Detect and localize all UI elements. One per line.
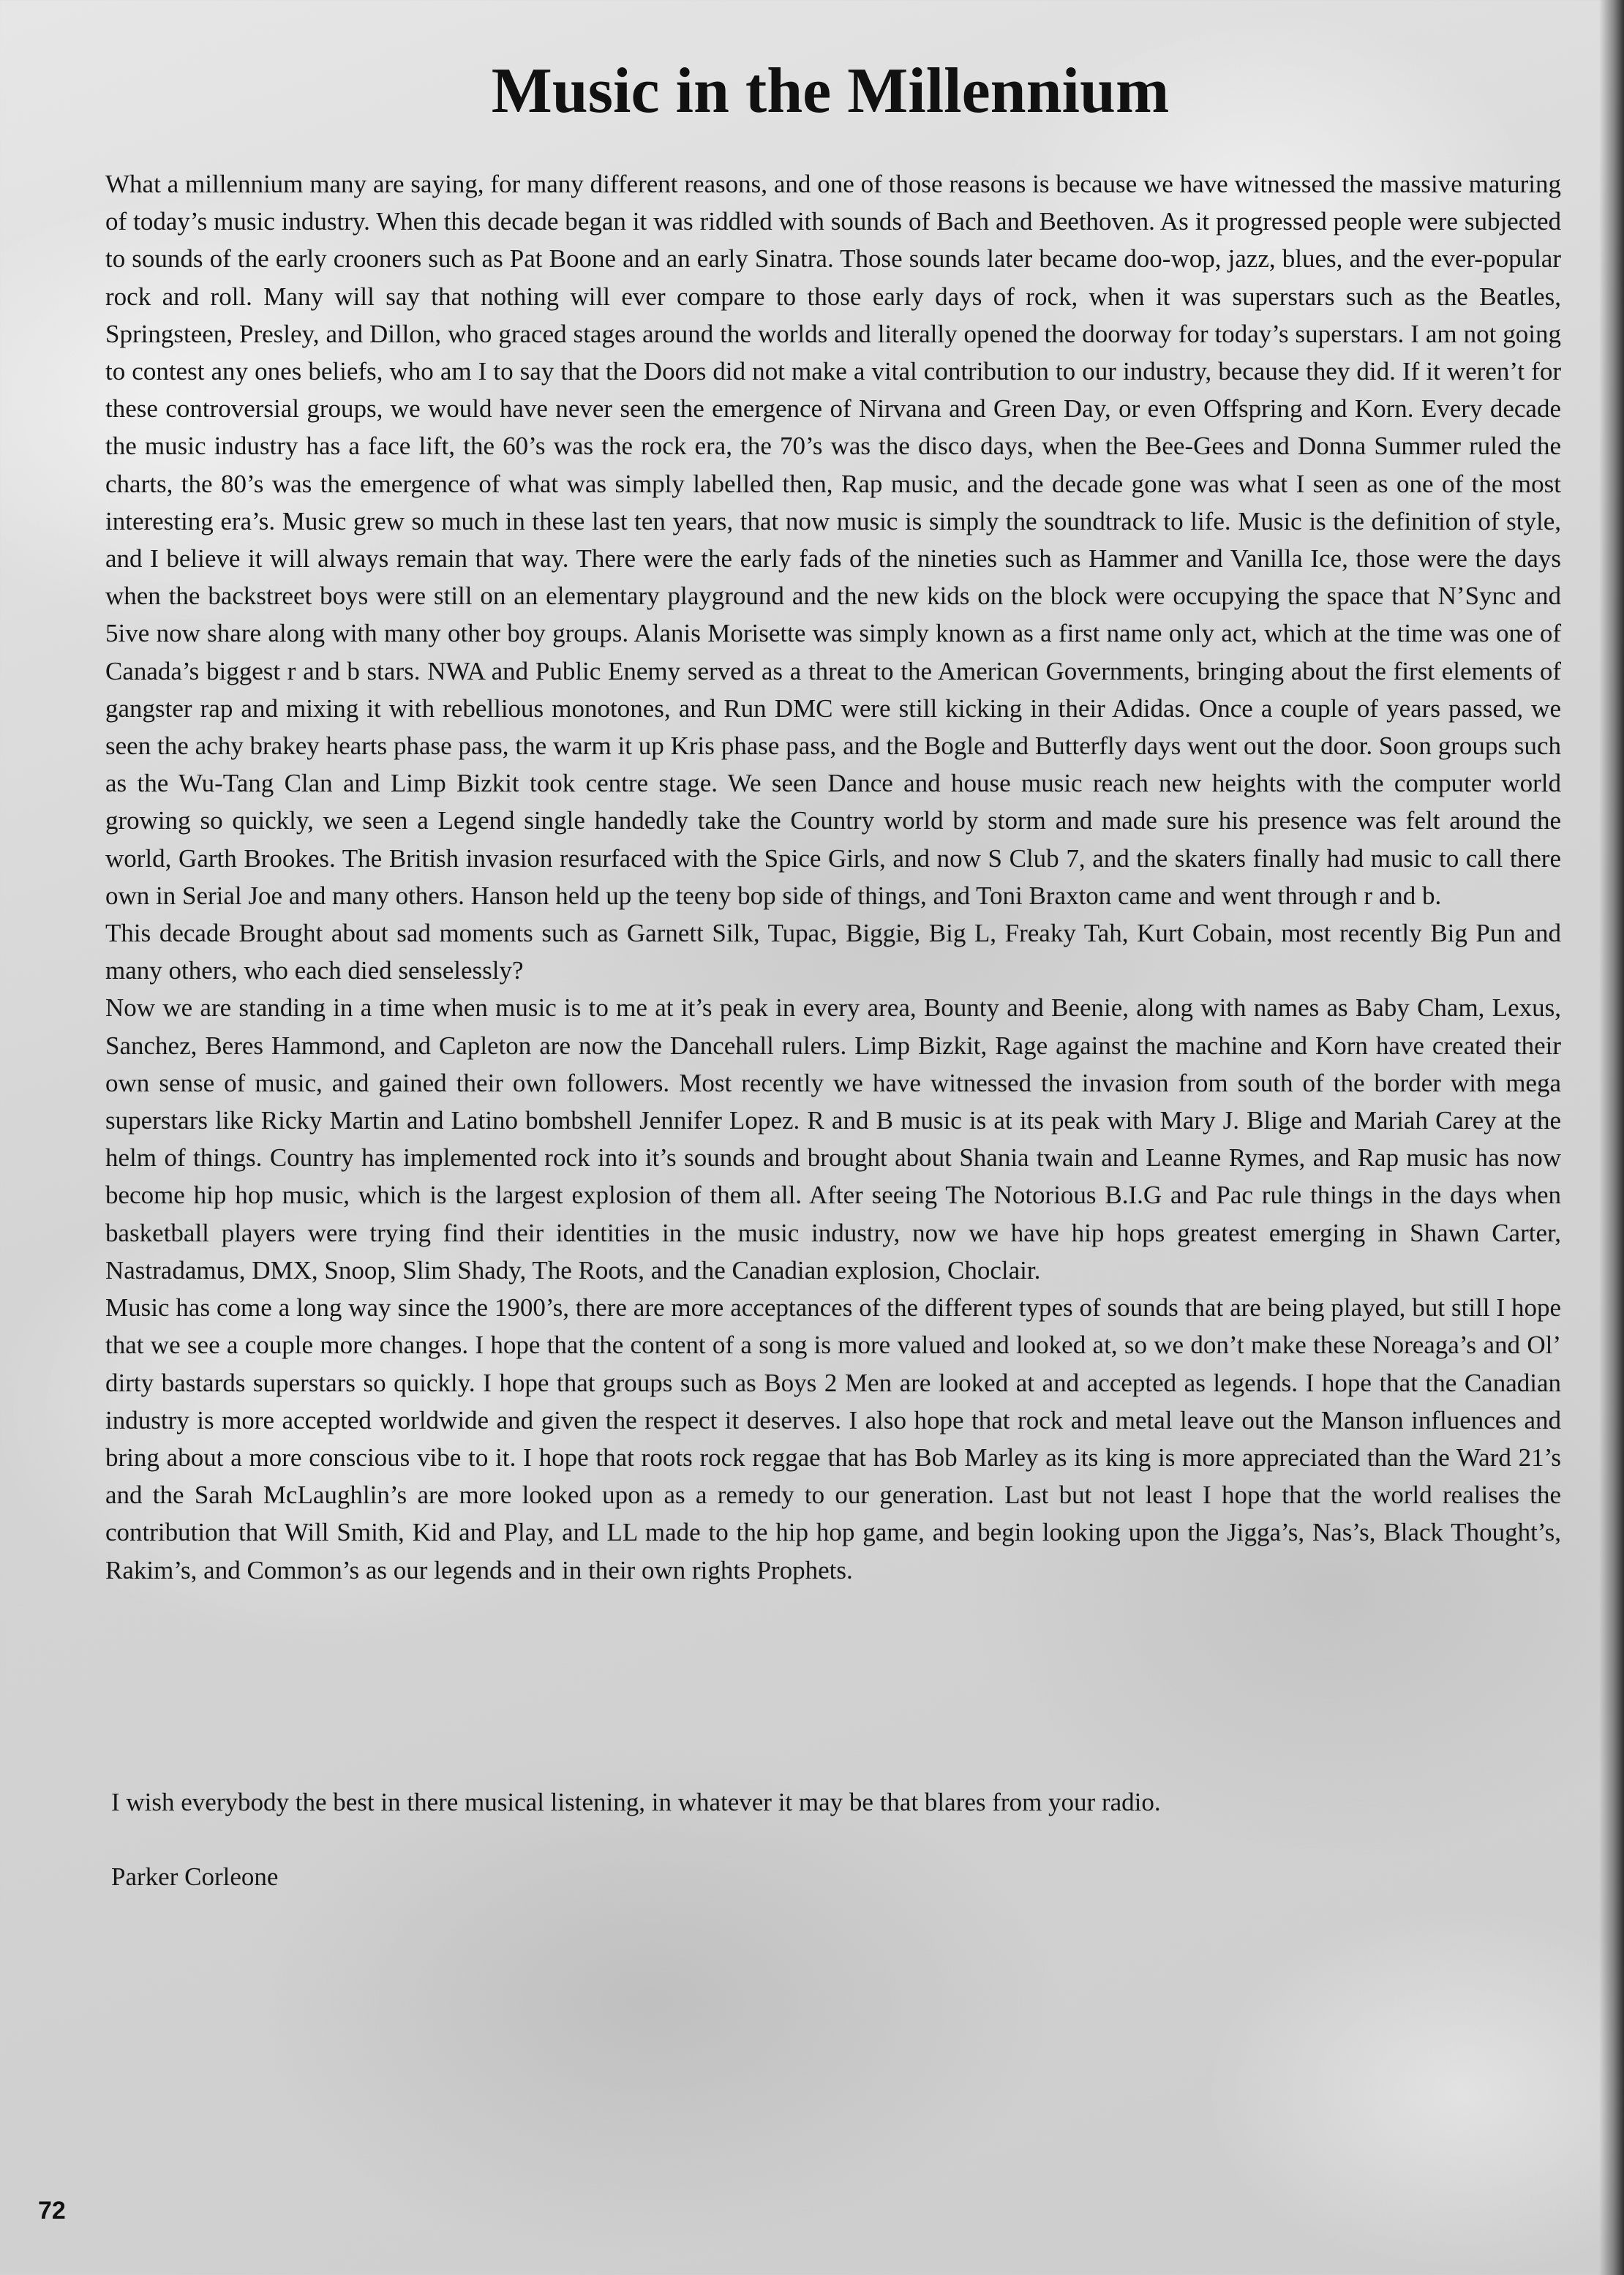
closing-line: I wish everybody the best in there musical listening, in whatever it may be that blares from your radio. (111, 1788, 1161, 1816)
article-paragraph: This decade Brought about sad moments such as Garnett Silk, Tupac, Biggie, Big L, Freaky Tah, Kurt Cobain, most recently Big Pun and many others, who each died senselessly? (105, 919, 1561, 985)
article-body (105, 165, 1561, 1589)
article-paragraph: Now we are standing in a time when music is to me at it’s peak in every area, Bounty and Beenie, along with names as Baby Cham, Lexus, Sanchez, Beres Hammond, and Capleton are now the Dancehall rulers. Limp Bizkit, Rage against the machine and Korn have created their own sense of music, and gained their own followers. Most recently we have witnessed the invasion from south of the border with mega superstars like Ricky Martin and Latino bombshell Jennifer Lopez. R and B music is at its peak with Mary J. Blige and Mariah Carey at the helm of things. Country has implemented rock into it’s sounds and brought about Shania twain and Leanne Rymes, and Rap music has now become hip hop music, which is the largest explosion of them all. After seeing The Notorious B.I.G and Pac rule things in the days when basketball players were trying find their identities in the music industry, now we have hip hops greatest emerging in Shawn Carter, Nastradamus, DMX, Snoop, Slim Shady, The Roots, and the Canadian explosion, Choclair. (105, 993, 1561, 1285)
page-spine-shadow (1599, 0, 1624, 2275)
article-paragraph: Music has come a long way since the 1900’s, there are more acceptances of the different types of sounds that are being played, but still I hope that we see a couple more changes. I hope that the content of a song is more valued and looked at, so we don’t make these Noreaga’s and Ol’ dirty bastards superstars so quickly. I hope that groups such as Boys 2 Men are looked at and accepted as legends. I hope that the Canadian industry is more accepted worldwide and given the respect it deserves. I also hope that rock and metal leave out the Manson influences and bring about a more conscious vibe to it. I hope that roots rock reggae that has Bob Marley as its king is more appreciated than the Ward 21’s and the Sarah McLaughlin’s are more looked upon as a remedy to our generation. Last but not least I hope that the world realises the contribution that Will Smith, Kid and Play, and LL made to the hip hop game, and begin looking upon the Jigga’s, Nas’s, Black Thought’s, Rakim’s, and Common’s as our legends and in their own rights Prophets. (105, 1293, 1561, 1584)
article-title: Music in the Millennium (491, 56, 1170, 127)
author-signature: Parker Corleone (111, 1862, 279, 1891)
page-number: 72 (38, 2197, 66, 2225)
article-paragraph: What a millennium many are saying, for many different reasons, and one of those reasons is because we have witnessed the massive maturing of today’s music industry. When this decade began it was riddled with sounds of Bach and Beethoven. As it progressed people were subjected to sounds of the early crooners such as Pat Boone and an early Sinatra. Those sounds later became doo-wop, jazz, blues, and the ever-popular rock and roll. Many will say that nothing will ever compare to those early days of rock, when it was superstars such as the Beatles, Springsteen, Presley, and Dillon, who graced stages around the worlds and literally opened the doorway for today’s superstars. I am not going to contest any ones beliefs, who am I to say that the Doors did not make a vital contribution to our industry, because they did. If it weren’t for these controversial groups, we would have never seen the emergence of Nirvana and Green Day, or even Offspring and Korn. Every decade the music industry has a face lift, the 60’s was the rock era, the 70’s was the disco days, when the Bee-Gees and Donna Summer ruled the charts, the 80’s was the emergence of what was simply labelled then, Rap music, and the decade gone was what I seen as one of the most interesting era’s. Music grew so much in these last ten years, that now music is simply the soundtrack to life. Music is the definition of style, and I believe it will always remain that way. There were the early fads of the nineties such as Hammer and Vanilla Ice, those were the days when the backstreet boys were still on an elementary playground and the new kids on the block were occupying the space that N’Sync and 5ive now share along with many other boy groups. Alanis Morisette was simply known as a first name only act, which at the time was one of Canada’s biggest r and b stars. NWA and Public Enemy served as a threat to the American Governments, bringing about the first elements of gangster rap and mixing it with rebellious monotones, and Run DMC were still kicking in their Adidas. Once a couple of years passed, we seen the achy brakey hearts phase pass, the warm it up Kris phase pass, and the Bogle and Butterfly days went out the door. Soon groups such as the Wu-Tang Clan and Limp Bizkit took centre stage. We seen Dance and house music reach new heights with the computer world growing so quickly, we seen a Legend single handedly take the Country world by storm and made sure his presence was felt around the world, Garth Brookes. The British invasion resurfaced with the Spice Girls, and now S Club 7, and the skaters finally had music to call there own in Serial Joe and many others. Hanson held up the teeny bop side of things, and Toni Braxton came and went through r and b. (105, 170, 1561, 910)
